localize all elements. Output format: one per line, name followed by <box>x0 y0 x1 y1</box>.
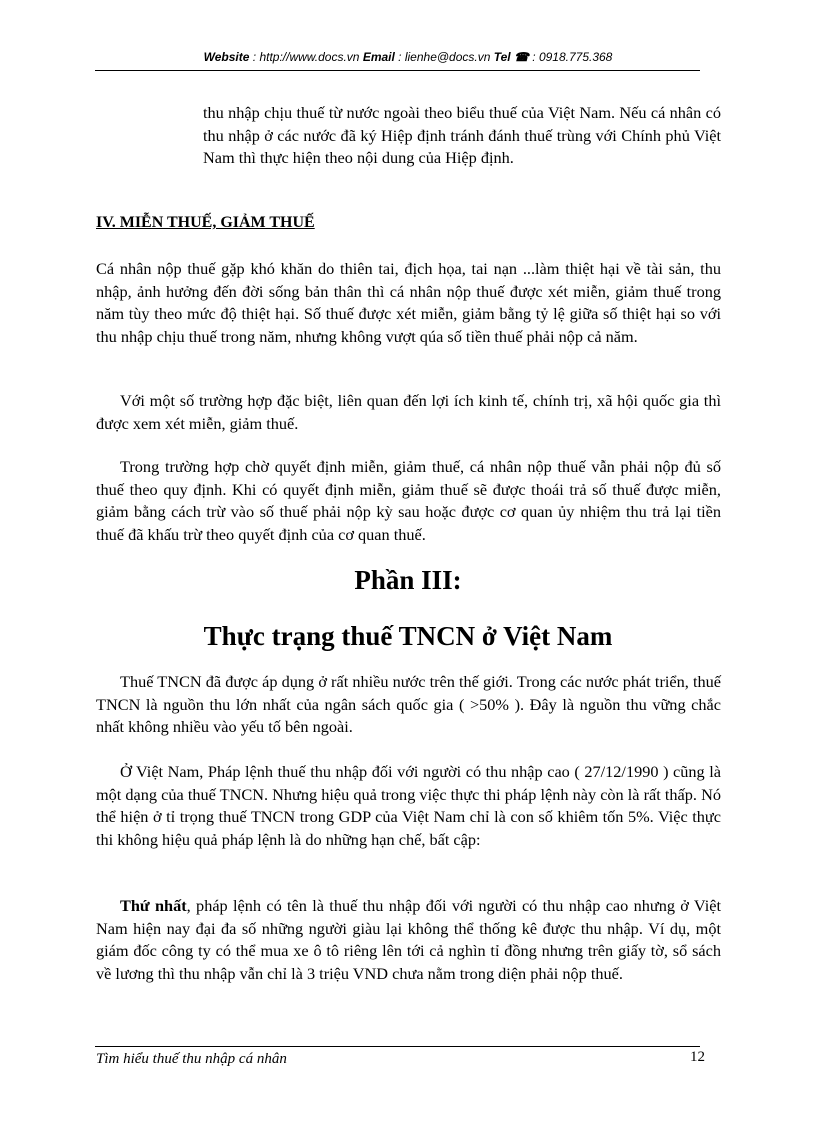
paragraph-tncn-worldwide: Thuế TNCN đã được áp dụng ở rất nhiều nước trên thế giới. Trong các nước phát triển, thuế TNCN là nguồn thu lớn nhất của ngân sách quốc gia ( >50% ). Đây là nguồn thu vững chắc nhất không nhiều vào yếu tố bên ngoài. <box>96 672 721 736</box>
tel-value: : 0918.775.368 <box>528 50 613 64</box>
website-label: Website <box>203 50 250 64</box>
first-point-label: Thứ nhất <box>120 896 187 915</box>
page-header <box>0 50 816 64</box>
paragraph-tax-exemption: Cá nhân nộp thuế gặp khó khăn do thiên tai, địch họa, tai nạn ...làm thiệt hại về tài sản, thu nhập, ảnh hưởng đến đời sống bản thân thì cá nhân nộp thuế được xét miễn, giảm thuế trong năm tùy theo mức độ thiệt hại. Số thuế được xét miễn, giảm bằng tỷ lệ giữa số thiệt hại so với thu nhập chịu thuế trong năm, nhưng không vượt qúa số tiền thuế phải nộp cả năm. <box>96 259 721 346</box>
tel-label: Tel ☎ <box>493 50 529 64</box>
footer-divider <box>95 1046 700 1047</box>
paragraph-first-point <box>96 895 721 985</box>
paragraph-vietnam-ordinance: Ở Việt Nam, Pháp lệnh thuế thu nhập đối với người có thu nhập cao ( 27/12/1990 ) cũng là một dạng của thuế TNCN. Nhưng hiệu quả trong việc thực thi pháp lệnh này còn là rất thấp. Nó thể hiện ở tỉ trọng thuế TNCN trong GDP của Việt Nam chỉ là con số khiêm tốn 5%. Việc thực thi không hiệu quả pháp lệnh là do những hạn chế, bất cập: <box>96 762 721 849</box>
part-title-heading: Thực trạng thuế TNCN ở Việt Nam <box>203 621 613 651</box>
paragraph-special-cases: Với một số trường hợp đặc biệt, liên quan đến lợi ích kinh tế, chính trị, xã hội quốc gia thì được xem xét miễn, giảm thuế. <box>96 391 721 433</box>
footer-title: Tìm hiểu thuế thu nhập cá nhân <box>96 1051 287 1067</box>
page-number: 12 <box>690 1049 705 1065</box>
first-point-text: , pháp lệnh có tên là thuế thu nhập đối với người có thu nhập cao nhưng ở Việt Nam hiện nay đại đa số những người giàu lại không thể thống kê được thu nhập. Ví dụ, một giám đốc công ty có thể mua xe ô tô riêng lên tới cả nghìn tỉ đồng nhưng trên giấy tờ, sổ sách về lương thì thu nhập vẫn chỉ là 3 triệu VND chưa nằm trong diện phải nộp thuế. <box>96 896 721 983</box>
section-heading: IV. MIỄN THUẾ, GIẢM THUẾ <box>96 214 315 231</box>
email-value: : lienhe@docs.vn <box>394 50 494 64</box>
paragraph-continuation: thu nhập chịu thuế từ nước ngoài theo biểu thuế của Việt Nam. Nếu cá nhân có thu nhập ở các nước đã ký Hiệp định tránh đánh thuế trùng với Chính phủ Việt Nam thì thực hiện theo nội dung của Hiệp định. <box>203 103 721 167</box>
paragraph-pending-decision: Trong trường hợp chờ quyết định miễn, giảm thuế, cá nhân nộp thuế vẫn phải nộp đủ số thuế theo quy định. Khi có quyết định miễn, giảm thuế sẽ được thoái trả số thuế được miễn, giảm bằng cách trừ vào số thuế phải nộp kỳ sau hoặc được cơ quan ủy nhiệm thu trả lại tiền thuế đã khấu trừ theo quyết định của cơ quan thuế. <box>96 457 721 544</box>
email-label: Email <box>362 50 395 64</box>
website-value: : http://www.docs.vn <box>249 50 363 64</box>
header-divider <box>95 70 700 71</box>
part-number-heading: Phần III: <box>354 565 462 595</box>
